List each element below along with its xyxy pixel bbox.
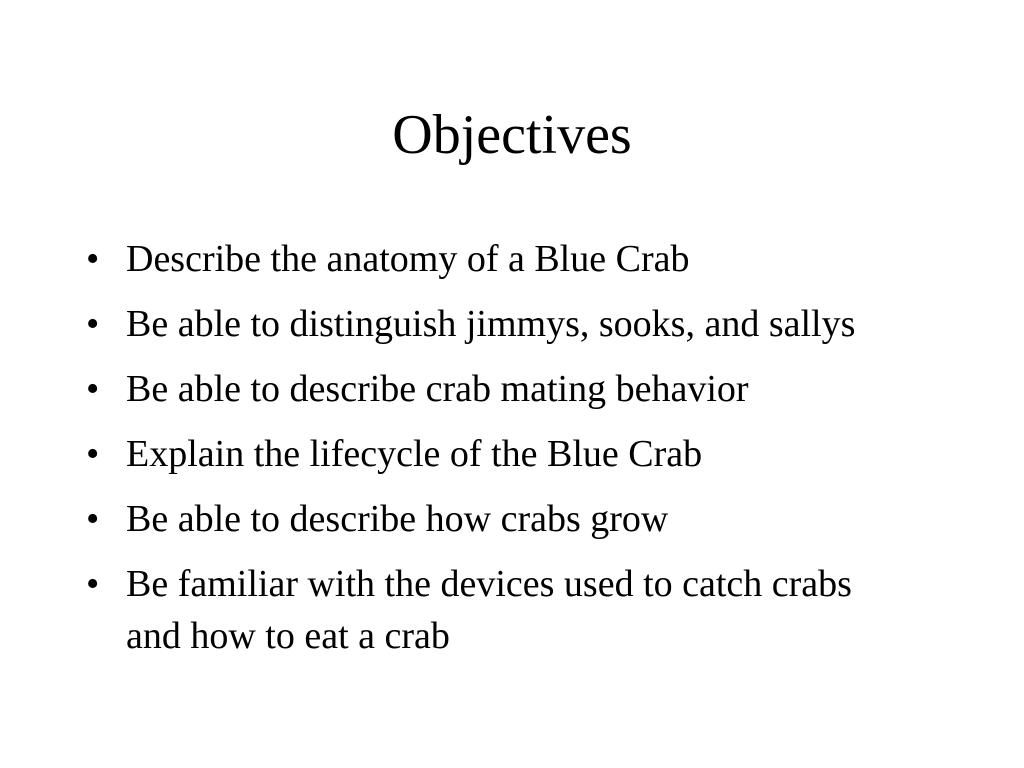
bullet-icon: • (86, 563, 100, 605)
list-item-text: Explain the lifecycle of the Blue Crab (126, 433, 703, 475)
list-item (86, 428, 916, 480)
bullet-icon: • (86, 433, 100, 475)
slide-title: Objectives (392, 104, 632, 166)
bullet-icon: • (86, 238, 100, 280)
list-item-text: Be able to describe how crabs grow (126, 498, 669, 540)
list-item (86, 558, 916, 662)
list-item (86, 363, 916, 415)
objectives-list (86, 233, 916, 675)
list-item-text: Describe the anatomy of a Blue Crab (126, 238, 690, 280)
list-item (86, 493, 916, 545)
bullet-icon: • (86, 498, 100, 540)
list-item-text: Be able to describe crab mating behavior (126, 368, 749, 410)
list-item (86, 298, 916, 350)
list-item (86, 233, 916, 285)
list-item-text: Be able to distinguish jimmys, sooks, and sallys (126, 303, 856, 345)
bullet-icon: • (86, 368, 100, 410)
bullet-icon: • (86, 303, 100, 345)
list-item-text: Be familiar with the devices used to catch crabs and how to eat a crab (126, 563, 852, 657)
